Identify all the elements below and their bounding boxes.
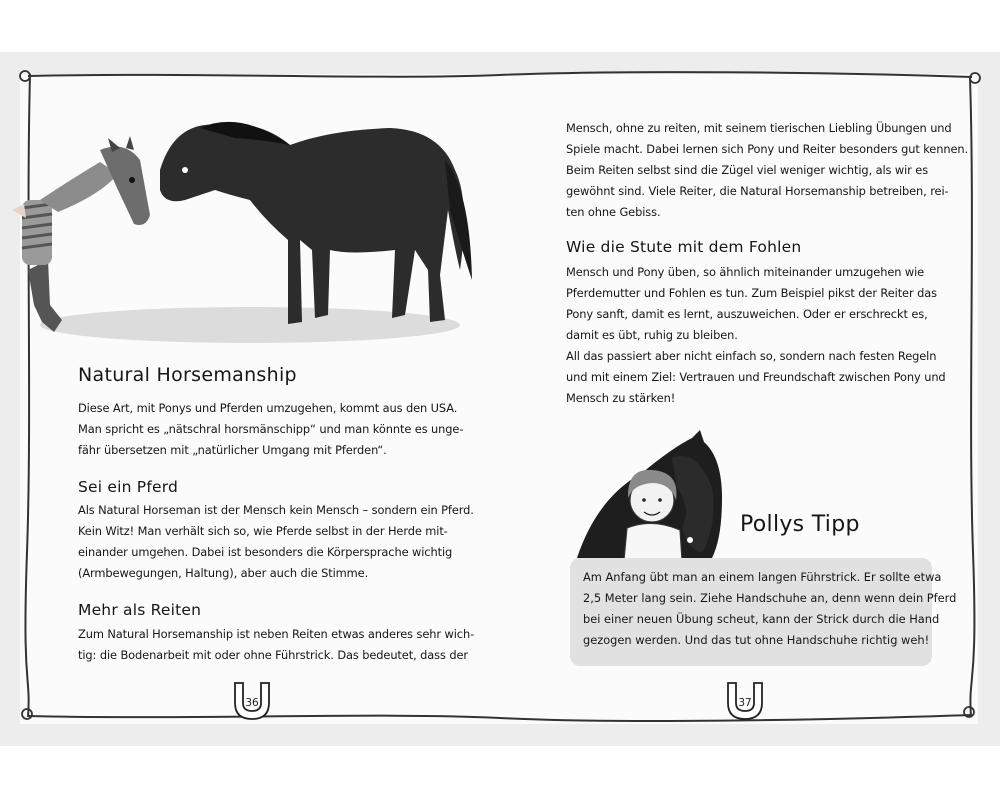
text-line: Man spricht es „nätschral horsmänschipp“ und man könnte es unge-: [78, 422, 464, 436]
text-line: einander umgehen. Dabei ist besonders die Körpersprache wichtig: [78, 545, 453, 559]
text-line: Mensch zu stärken!: [566, 391, 676, 405]
text-line: bei einer neuen Übung scheut, kann der Strick durch die Hand: [583, 612, 940, 626]
text-line: Mensch, ohne zu reiten, mit seinem tierischen Liebling Übungen und: [566, 121, 952, 135]
person-figure: [12, 136, 150, 332]
horse-figure: [160, 122, 472, 324]
girl-hugging-pony-illustration: [572, 428, 732, 563]
text-line: gezogen werden. Und das tut ohne Handschuhe richtig weh!: [583, 633, 930, 647]
text-line: damit es übt, ruhig zu bleiben.: [566, 328, 738, 342]
page-title: Natural Horsemanship: [78, 364, 297, 386]
section-heading-mehr-als-reiten: Mehr als Reiten: [78, 601, 202, 619]
text-line: Mensch und Pony üben, so ähnlich miteinander umzugehen wie: [566, 265, 925, 279]
section-heading-sei-ein-pferd: Sei ein Pferd: [78, 478, 179, 496]
section-paragraph-mehr-als-reiten: [78, 624, 474, 666]
text-line: Am Anfang übt man an einem langen Führstrick. Er sollte etwa: [583, 570, 942, 584]
text-line: Beim Reiten selbst sind die Zügel viel weniger wichtig, als wir es: [566, 163, 929, 177]
section-heading-stute-fohlen: Wie die Stute mit dem Fohlen: [566, 238, 802, 256]
section-paragraph-sei-ein-pferd: [78, 500, 474, 584]
text-line: fähr übersetzen mit „natürlicher Umgang mit Pferden“.: [78, 443, 387, 457]
text-line: Pony sanft, damit es lernt, auszuweichen. Oder er erschreckt es,: [566, 307, 928, 321]
text-line: Zum Natural Horsemanship ist neben Reiten etwas anderes sehr wich-: [78, 627, 475, 641]
text-line: Diese Art, mit Ponys und Pferden umzugehen, kommt aus den USA.: [78, 401, 458, 415]
page-number-left: 36: [245, 697, 259, 709]
text-line: tig: die Bodenarbeit mit oder ohne Führstrick. Das bedeutet, dass der: [78, 648, 468, 662]
text-line: Pferdemutter und Fohlen es tun. Zum Beispiel pikst der Reiter das: [566, 286, 937, 300]
text-line: gewöhnt sind. Viele Reiter, die Natural Horsemanship betreiben, rei-: [566, 184, 949, 198]
continuation-paragraph: [566, 118, 968, 223]
tipp-paragraph: [583, 567, 956, 651]
text-line: ten ohne Gebiss.: [566, 205, 661, 219]
text-line: (Armbewegungen, Haltung), aber auch die Stimme.: [78, 566, 369, 580]
tipp-title: Pollys Tipp: [740, 512, 860, 537]
text-line: Als Natural Horseman ist der Mensch kein Mensch – sondern ein Pferd.: [78, 503, 474, 517]
person-bowing-to-horse-illustration: [0, 100, 490, 345]
text-line: 2,5 Meter lang sein. Ziehe Handschuhe an, denn wenn dein Pferd: [583, 591, 957, 605]
text-line: Kein Witz! Man verhält sich so, wie Pferde selbst in der Herde mit-: [78, 524, 448, 538]
text-line: Spiele macht. Dabei lernen sich Pony und Reiter besonders gut kennen.: [566, 142, 969, 156]
page-number-right: 37: [738, 697, 752, 709]
section-paragraph-stute-fohlen: [566, 262, 946, 409]
text-line: All das passiert aber nicht einfach so, sondern nach festen Regeln: [566, 349, 937, 363]
intro-paragraph: [78, 398, 463, 461]
text-line: und mit einem Ziel: Vertrauen und Freundschaft zwischen Pony und: [566, 370, 946, 384]
